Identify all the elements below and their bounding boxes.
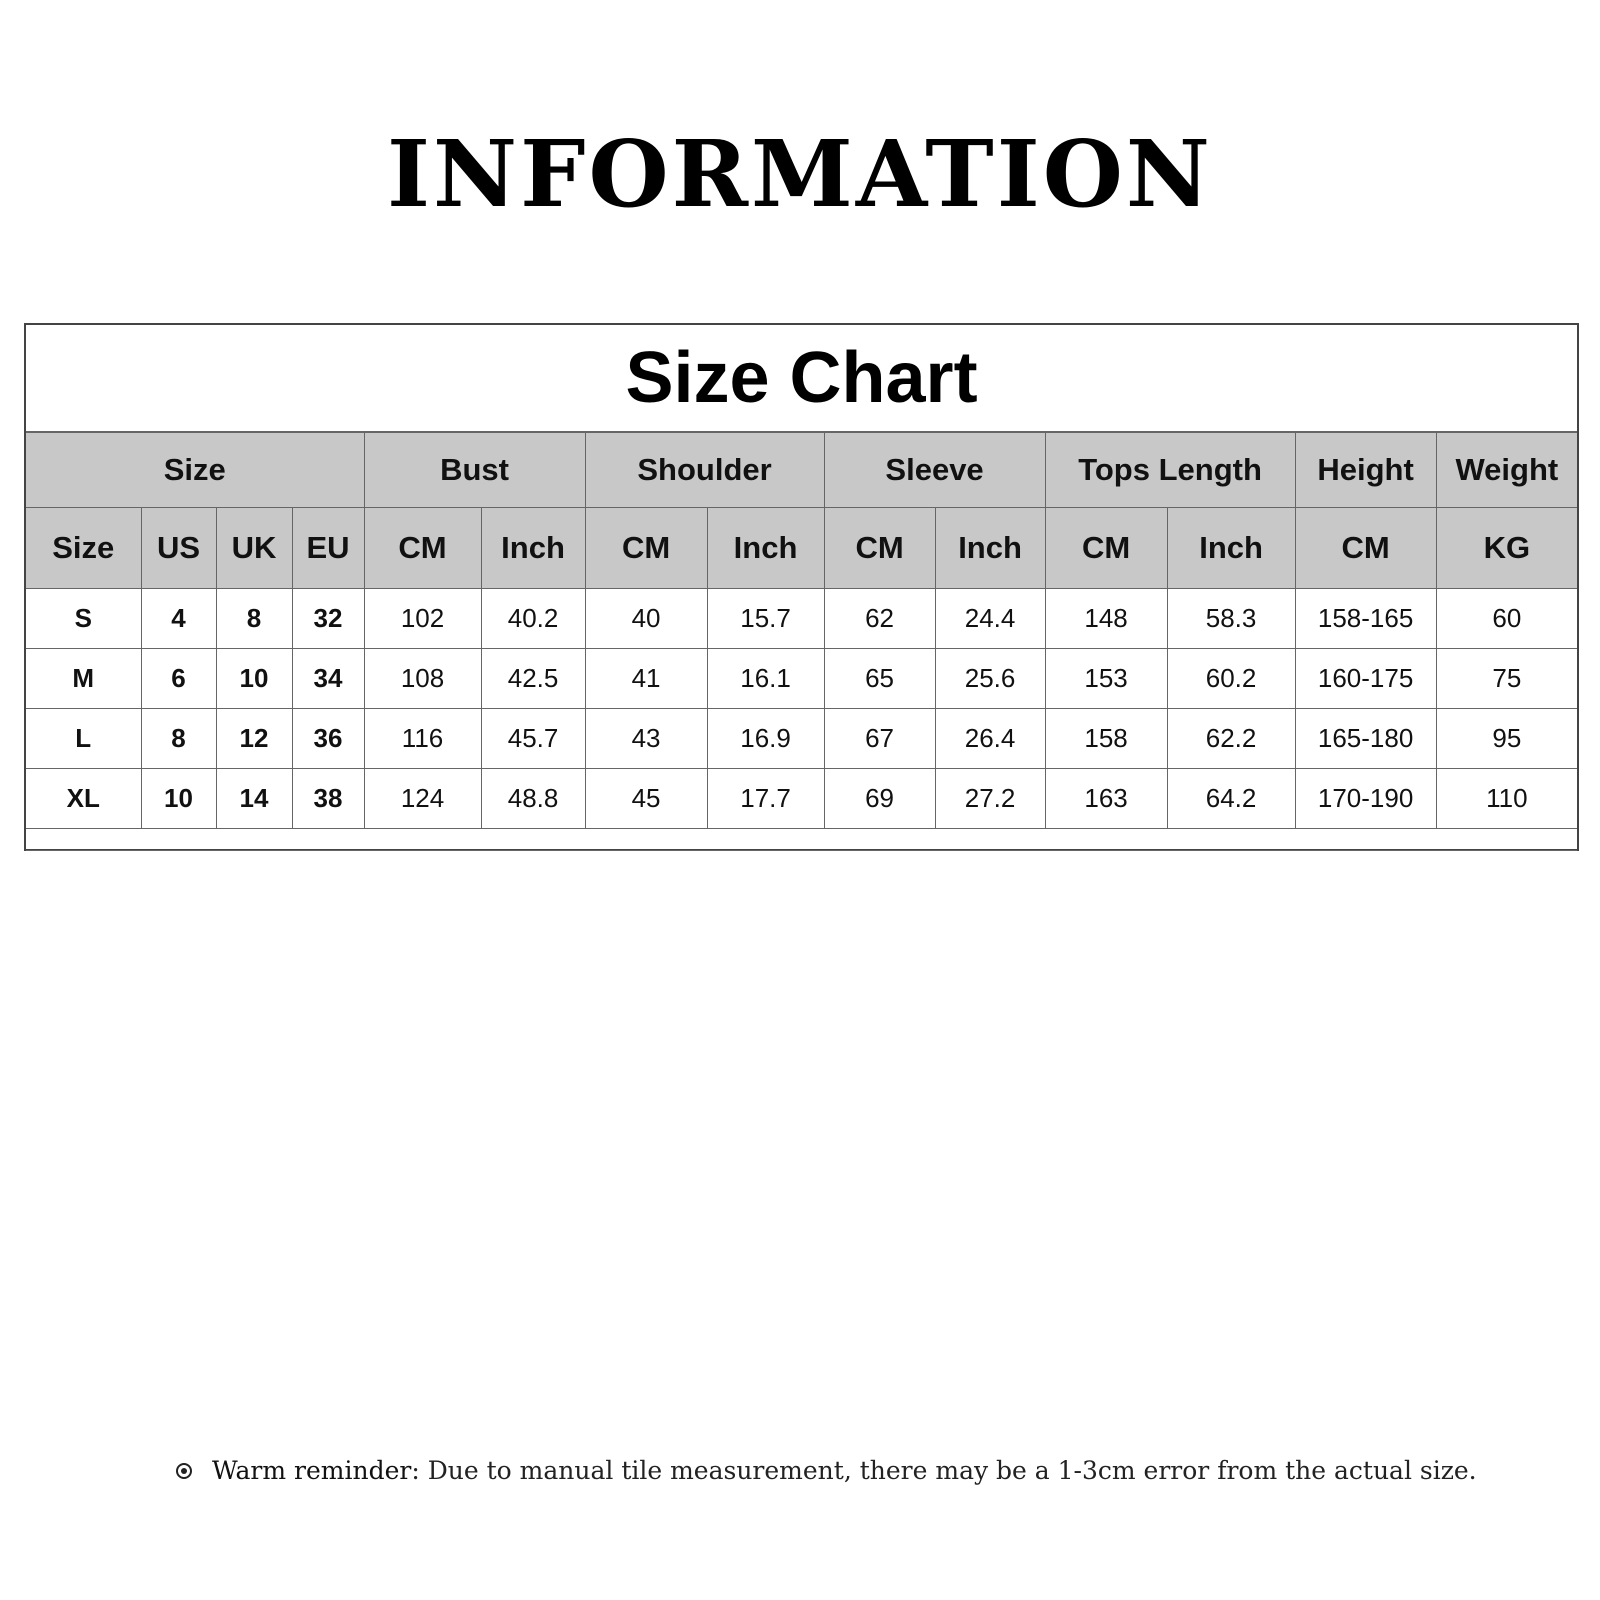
unit-header: CM: [364, 508, 481, 589]
table-cell: 45: [585, 769, 707, 829]
table-cell: 16.1: [707, 649, 824, 709]
table-row: [26, 709, 1577, 769]
table-cell: 12: [216, 709, 292, 769]
unit-header: CM: [585, 508, 707, 589]
table-cell: 163: [1045, 769, 1167, 829]
table-cell: 8: [216, 589, 292, 649]
table-cell: 62.2: [1167, 709, 1295, 769]
table-cell: 45.7: [481, 709, 585, 769]
reminder-text: Due to manual tile measurement, there may be a 1-3cm error from the actual size.: [419, 1456, 1477, 1485]
table-cell: 24.4: [935, 589, 1045, 649]
table-cell: 15.7: [707, 589, 824, 649]
page-heading: INFORMATION: [387, 120, 1213, 228]
table-row: [26, 649, 1577, 709]
table-cell: 48.8: [481, 769, 585, 829]
group-header-shoulder: Shoulder: [585, 433, 824, 508]
size-label-cell: XL: [26, 769, 141, 829]
unit-header: CM: [1045, 508, 1167, 589]
table-spacer-row: [26, 829, 1577, 851]
table-cell: 102: [364, 589, 481, 649]
size-rows: [26, 589, 1577, 851]
table-cell: 58.3: [1167, 589, 1295, 649]
table-cell: 108: [364, 649, 481, 709]
table-cell: 42.5: [481, 649, 585, 709]
size-table: [26, 432, 1577, 851]
table-cell: 65: [824, 649, 935, 709]
unit-header: US: [141, 508, 216, 589]
size-chart-title: Size Chart: [26, 325, 1577, 432]
table-cell: 25.6: [935, 649, 1045, 709]
unit-header: Size: [26, 508, 141, 589]
reminder-separator: :: [411, 1456, 420, 1485]
table-row: [26, 769, 1577, 829]
table-cell: 160-175: [1295, 649, 1436, 709]
unit-header: CM: [1295, 508, 1436, 589]
size-label-cell: S: [26, 589, 141, 649]
group-header-tops-length: Tops Length: [1045, 433, 1295, 508]
reminder-label: Warm reminder: [212, 1456, 412, 1485]
unit-header: KG: [1436, 508, 1577, 589]
table-cell: 32: [292, 589, 364, 649]
table-cell: 10: [141, 769, 216, 829]
table-cell: 170-190: [1295, 769, 1436, 829]
table-cell: 6: [141, 649, 216, 709]
table-cell: 116: [364, 709, 481, 769]
table-cell: 95: [1436, 709, 1577, 769]
table-cell: 40.2: [481, 589, 585, 649]
table-cell: 148: [1045, 589, 1167, 649]
table-cell: 60.2: [1167, 649, 1295, 709]
unit-header: Inch: [707, 508, 824, 589]
unit-header: UK: [216, 508, 292, 589]
unit-header: Inch: [481, 508, 585, 589]
group-header-bust: Bust: [364, 433, 585, 508]
table-cell: 124: [364, 769, 481, 829]
group-header-weight: Weight: [1436, 433, 1577, 508]
table-cell: 10: [216, 649, 292, 709]
table-cell: 62: [824, 589, 935, 649]
table-cell: 40: [585, 589, 707, 649]
unit-header: CM: [824, 508, 935, 589]
size-chart: [24, 323, 1579, 851]
group-header-row: [26, 433, 1577, 508]
warm-reminder: [176, 1456, 1477, 1485]
unit-header: Inch: [935, 508, 1045, 589]
table-cell: 158: [1045, 709, 1167, 769]
table-cell: 165-180: [1295, 709, 1436, 769]
table-cell: 60: [1436, 589, 1577, 649]
size-label-cell: M: [26, 649, 141, 709]
table-cell: 26.4: [935, 709, 1045, 769]
table-cell: 16.9: [707, 709, 824, 769]
table-cell: 158-165: [1295, 589, 1436, 649]
table-cell: 67: [824, 709, 935, 769]
table-cell: 38: [292, 769, 364, 829]
radio-bullet-icon: [176, 1463, 192, 1479]
table-cell: 75: [1436, 649, 1577, 709]
table-row: [26, 589, 1577, 649]
table-cell: 34: [292, 649, 364, 709]
unit-header: Inch: [1167, 508, 1295, 589]
table-cell: 64.2: [1167, 769, 1295, 829]
unit-header: EU: [292, 508, 364, 589]
table-cell: 17.7: [707, 769, 824, 829]
table-cell: 110: [1436, 769, 1577, 829]
table-cell: 14: [216, 769, 292, 829]
table-cell: 36: [292, 709, 364, 769]
size-label-cell: L: [26, 709, 141, 769]
table-cell: 69: [824, 769, 935, 829]
group-header-size: Size: [26, 433, 364, 508]
table-cell: 43: [585, 709, 707, 769]
group-header-sleeve: Sleeve: [824, 433, 1045, 508]
table-cell: 41: [585, 649, 707, 709]
table-cell: 8: [141, 709, 216, 769]
unit-header-row: [26, 508, 1577, 589]
table-cell: 27.2: [935, 769, 1045, 829]
table-cell: 4: [141, 589, 216, 649]
table-cell: 153: [1045, 649, 1167, 709]
group-header-height: Height: [1295, 433, 1436, 508]
table-spacer-cell: [26, 829, 1577, 851]
